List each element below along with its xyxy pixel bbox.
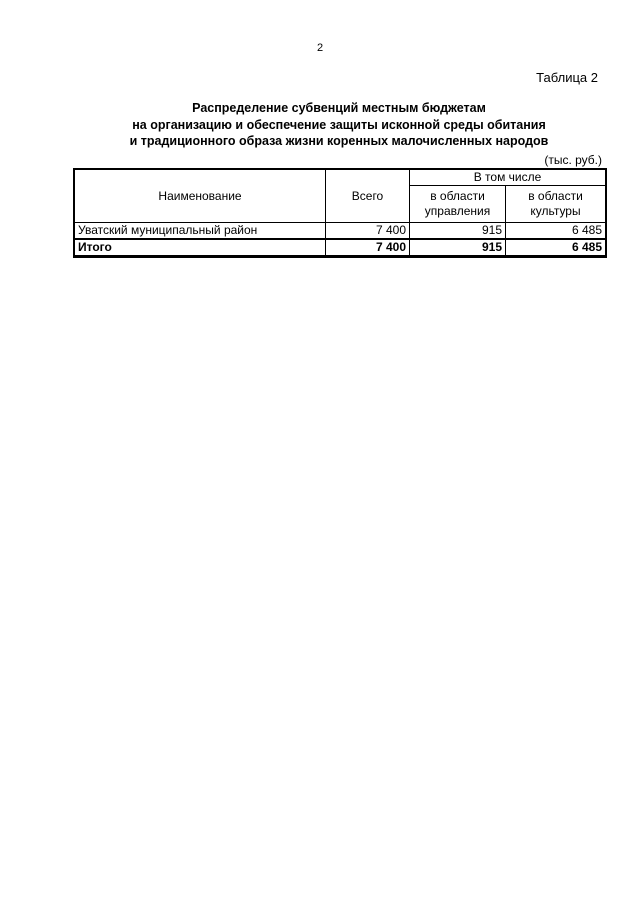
header-management: в области управления bbox=[410, 186, 506, 223]
total-row bbox=[75, 239, 606, 256]
total-row-total: 7 400 bbox=[326, 239, 410, 256]
table-title bbox=[74, 100, 604, 150]
header-name: Наименование bbox=[75, 170, 326, 223]
total-row-name: Итого bbox=[75, 239, 326, 256]
table-label: Таблица 2 bbox=[536, 70, 598, 85]
subvention-table bbox=[74, 169, 606, 257]
table-title-line-1: Распределение субвенций местным бюджетам bbox=[192, 101, 486, 115]
header-total: Всего bbox=[326, 170, 410, 223]
header-including: В том числе bbox=[410, 170, 606, 186]
row-total: 7 400 bbox=[326, 223, 410, 240]
row-culture: 6 485 bbox=[506, 223, 606, 240]
total-row-management: 915 bbox=[410, 239, 506, 256]
page-number: 2 bbox=[316, 42, 324, 54]
header-culture: в области культуры bbox=[506, 186, 606, 223]
row-name: Уватский муниципальный район bbox=[75, 223, 326, 240]
table-row bbox=[75, 223, 606, 240]
total-row-culture: 6 485 bbox=[506, 239, 606, 256]
row-management: 915 bbox=[410, 223, 506, 240]
table-title-line-3: и традиционного образа жизни коренных малочисленных народов bbox=[129, 134, 549, 148]
table-title-line-2: на организацию и обеспечение защиты исконной среды обитания bbox=[132, 117, 546, 132]
units-label: (тыс. руб.) bbox=[544, 153, 602, 167]
